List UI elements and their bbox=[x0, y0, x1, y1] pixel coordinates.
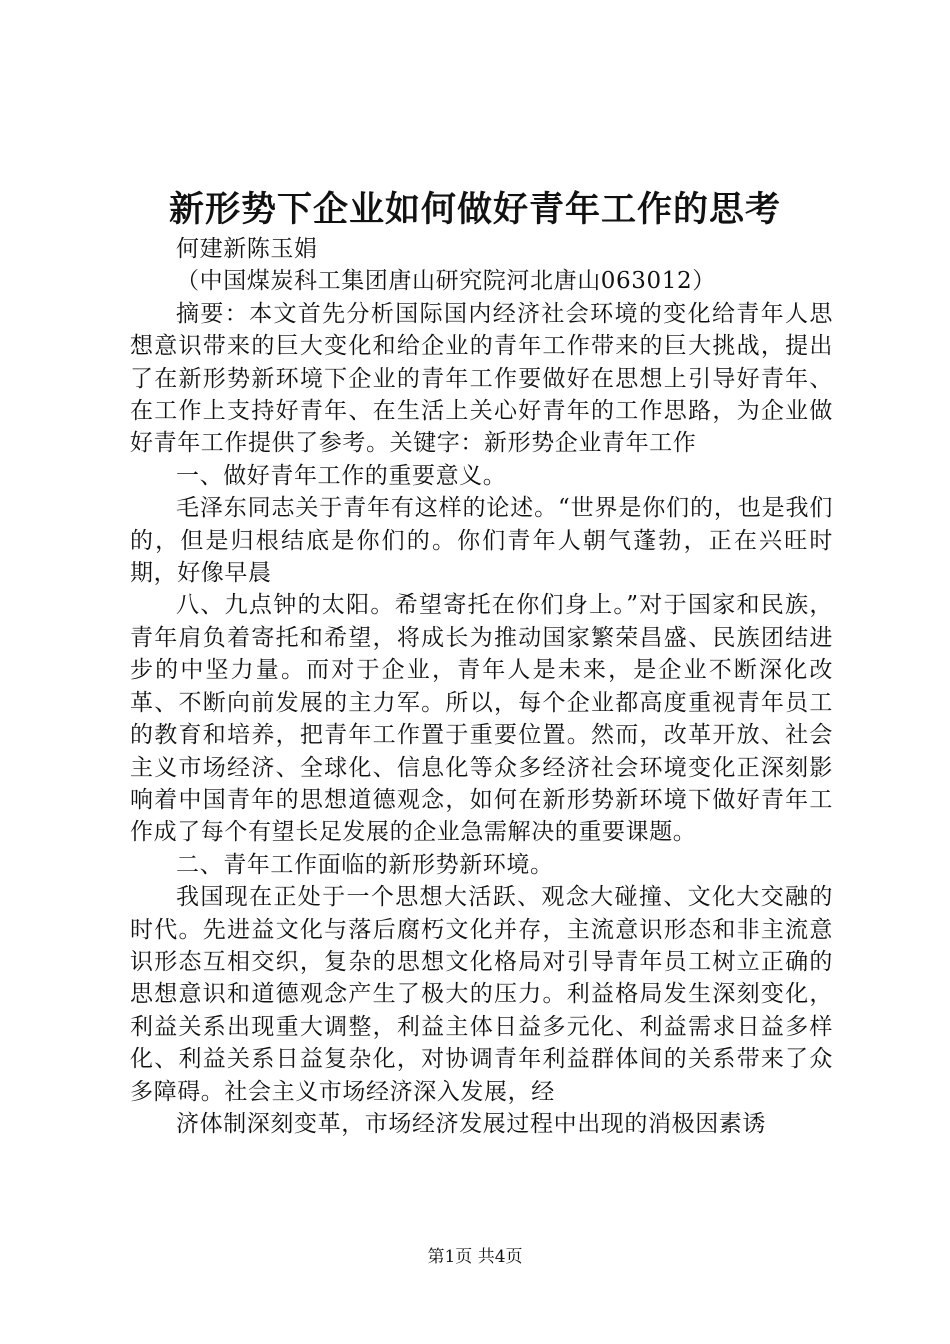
body-paragraph: 八、九点钟的太阳。希望寄托在你们身上。”对于国家和民族，青年肩负着寄托和希望，将成长为推动国家繁荣昌盛、民族团结进步的中坚力量。而对于企业，青年人是未来，是企业不断深化改革、不断向前发展的主力军。所以，每个企业都高度重视青年员工的教育和培养，把青年工作置于重要位置。然而，改革开放、社会主义市场经济、全球化、信息化等众多经济社会环境变化正深刻影响着中国青年的思想道德观念，如何在新形势新环境下做好青年工作成了每个有望长足发展的企业急需解决的重要课题。 bbox=[130, 592, 833, 846]
affiliation-line: （中国煤炭科工集团唐山研究院河北唐山063012） bbox=[176, 268, 716, 295]
abstract-paragraph: 摘要：本文首先分析国际国内经济社会环境的变化给青年人思想意识带来的巨大变化和给企业的青年工作带来的巨大挑战，提出了在新形势新环境下企业的青年工作要做好在思想上引导好青年、在工作上支持好青年、在生活上关心好青年的工作思路，为企业做好青年工作提供了参考。关键字：新形势企业青年工作 bbox=[130, 300, 833, 457]
authors-line: 何建新陈玉娟 bbox=[176, 236, 318, 262]
document-title: 新形势下企业如何做好青年工作的思考 bbox=[168, 189, 781, 230]
page-footer: 第1页 共4页 bbox=[427, 1247, 523, 1267]
body-paragraph: 我国现在正处于一个思想大活跃、观念大碰撞、文化大交融的时代。先进益文化与落后腐朽文化并存，主流意识形态和非主流意识形态互相交织，复杂的思想文化格局对引导青年员工树立正确的思想意识和道德观念产生了极大的压力。利益格局发生深刻变化，利益关系出现重大调整，利益主体日益多元化、利益需求日益多样化、利益关系日益复杂化，对协调青年利益群体间的关系带来了众多障碍。社会主义市场经济深入发展，经 bbox=[130, 884, 833, 1105]
body-paragraph: 毛泽东同志关于青年有这样的论述。“世界是你们的，也是我们的，但是归根结底是你们的。你们青年人朝气蓬勃，正在兴旺时期，好像早晨 bbox=[130, 495, 833, 587]
section-heading-2: 二、青年工作面临的新形势新环境。 bbox=[176, 851, 554, 878]
body-paragraph: 济体制深刻变革，市场经济发展过程中出现的消极因素诱 bbox=[176, 1110, 766, 1137]
section-heading-1: 一、做好青年工作的重要意义。 bbox=[176, 462, 507, 489]
document-body bbox=[130, 233, 833, 1140]
